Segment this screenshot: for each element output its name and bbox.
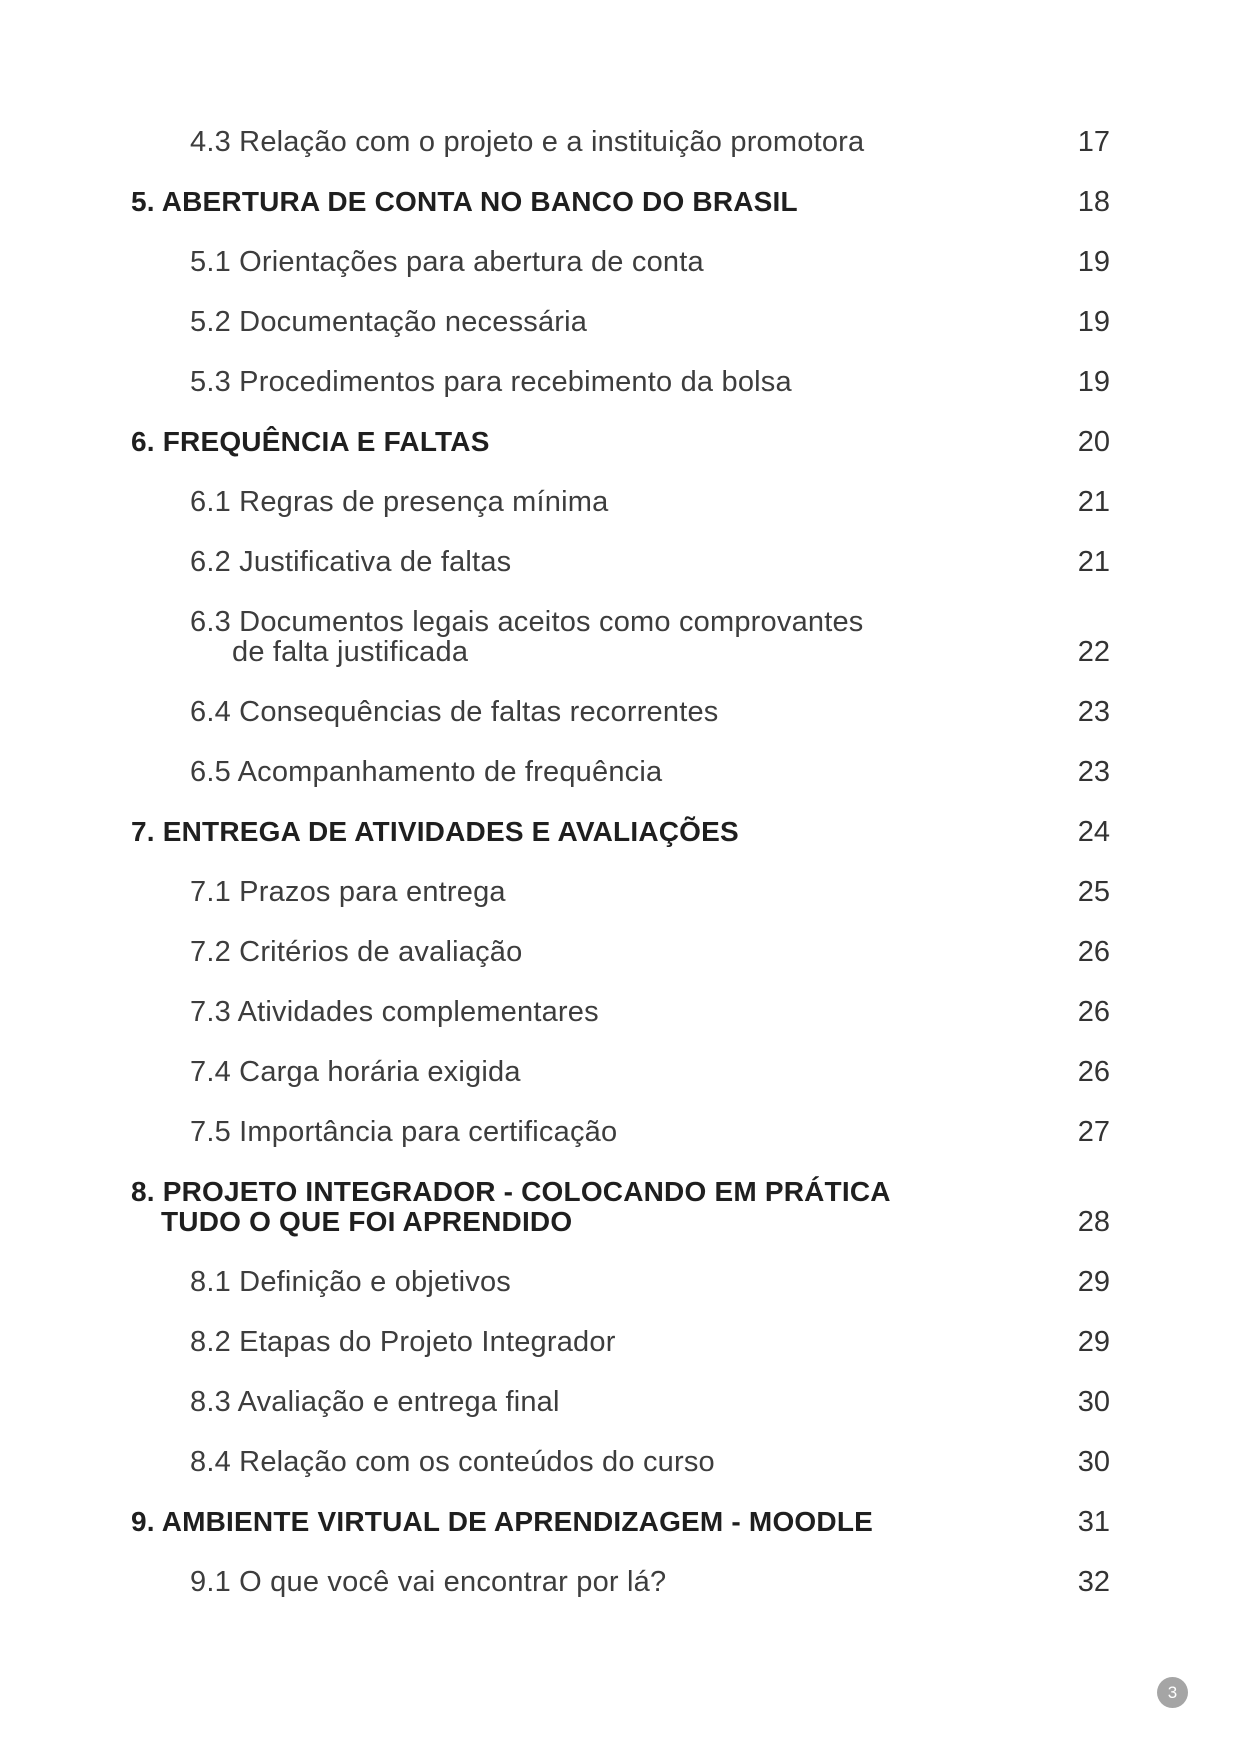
toc-page-number: 18 [1077,186,1110,218]
toc-entry-8-2[interactable] [131,1327,1110,1357]
toc-subitem-title [131,247,1078,277]
toc-entry-6-1[interactable] [131,487,1110,517]
toc-entry-text-line: 8.4 Relação com os conteúdos do curso [190,1446,715,1478]
toc-page-number: 19 [1077,306,1110,338]
toc-entry-6-3[interactable] [131,607,1110,667]
toc-subitem-title [131,367,1078,397]
toc-subitem-title [131,1327,1078,1357]
toc-entry-text-line: 6.3 Documentos legais aceitos como comprovantes [190,606,864,638]
toc-entry-8[interactable] [131,1177,1110,1237]
toc-subitem-title [131,997,1078,1027]
toc-page-number: 17 [1077,126,1110,158]
toc-subitem-title [131,487,1078,517]
toc-entry-text-line: 6. FREQUÊNCIA E FALTAS [131,426,490,457]
toc-entry-6-2[interactable] [131,547,1110,577]
toc-entry-text-line: 8.1 Definição e objetivos [190,1266,511,1298]
toc-page-number: 21 [1077,546,1110,578]
toc-subitem-title [131,547,1078,577]
toc-entry-5-2[interactable] [131,307,1110,337]
toc-entry-text-line: 7.2 Critérios de avaliação [190,936,523,968]
toc-subitem-title [131,607,1078,667]
page-number-badge: 3 [1157,1677,1188,1708]
toc-entry-text-line: 9. AMBIENTE VIRTUAL DE APRENDIZAGEM - MOODLE [131,1506,874,1537]
toc-page-number: 30 [1077,1386,1110,1418]
toc-page-number: 26 [1077,936,1110,968]
toc-entry-text-line: 7. ENTREGA DE ATIVIDADES E AVALIAÇÕES [131,816,739,847]
toc-entry-9[interactable] [131,1507,1110,1537]
toc-page-number: 32 [1077,1566,1110,1598]
toc-entry-text-line: TUDO O QUE FOI APRENDIDO [161,1206,573,1237]
toc-entry-6[interactable] [131,427,1110,457]
toc-page-number: 23 [1077,696,1110,728]
toc-entry-7-5[interactable] [131,1117,1110,1147]
toc-entry-text-line: 4.3 Relação com o projeto e a instituição promotora [190,126,865,158]
toc-chapter-title [131,1177,1078,1237]
toc-entry-text-line: 6.4 Consequências de faltas recorrentes [190,696,719,728]
toc-entry-text-line: 8.3 Avaliação e entrega final [190,1386,560,1418]
toc-entry-5-1[interactable] [131,247,1110,277]
toc-subitem-title [131,127,1078,157]
toc-page-number: 28 [1077,1206,1110,1238]
toc-entry-9-1[interactable] [131,1567,1110,1597]
toc-subitem-title [131,1117,1078,1147]
toc-entry-text-line: 7.4 Carga horária exigida [190,1056,521,1088]
toc-entry-8-4[interactable] [131,1447,1110,1477]
toc-entry-text-line: 7.5 Importância para certificação [190,1116,618,1148]
toc-entry-text-line: 8.2 Etapas do Projeto Integrador [190,1326,616,1358]
toc-page-number: 23 [1077,756,1110,788]
toc-entry-text-line: 6.5 Acompanhamento de frequência [190,756,663,788]
toc-page-number: 29 [1077,1326,1110,1358]
toc-page-number: 26 [1077,996,1110,1028]
toc-subitem-title [131,1447,1078,1477]
toc-entry-text-line: 7.1 Prazos para entrega [190,876,506,908]
toc-page-number: 27 [1077,1116,1110,1148]
toc-chapter-title [131,817,1078,847]
toc-entry-text-line: 5.3 Procedimentos para recebimento da bolsa [190,366,792,398]
toc-entry-text-line: 6.2 Justificativa de faltas [190,546,512,578]
toc-page-number: 31 [1077,1506,1110,1538]
toc-entry-text-line: 7.3 Atividades complementares [190,996,599,1028]
toc-page-number: 19 [1077,246,1110,278]
toc-subitem-title [131,877,1078,907]
toc-entry-7-3[interactable] [131,997,1110,1027]
toc-page-number: 21 [1077,486,1110,518]
toc-page-number: 29 [1077,1266,1110,1298]
toc-entry-7-2[interactable] [131,937,1110,967]
toc-subitem-title [131,1567,1078,1597]
toc-subitem-title [131,757,1078,787]
toc-entry-8-1[interactable] [131,1267,1110,1297]
toc-page-number: 19 [1077,366,1110,398]
toc-entry-6-5[interactable] [131,757,1110,787]
toc-entry-text-line: 5.2 Documentação necessária [190,306,588,338]
toc-entry-text-line: 8. PROJETO INTEGRADOR - COLOCANDO EM PRÁTICA [131,1176,891,1207]
toc-entry-8-3[interactable] [131,1387,1110,1417]
table-of-contents [131,127,1110,1627]
toc-entry-text-line: 9.1 O que você vai encontrar por lá? [190,1566,667,1598]
toc-entry-7[interactable] [131,817,1110,847]
toc-subitem-title [131,1387,1078,1417]
toc-chapter-title [131,427,1078,457]
toc-entry-6-4[interactable] [131,697,1110,727]
toc-entry-text-line: 5. ABERTURA DE CONTA NO BANCO DO BRASIL [131,186,798,217]
toc-entry-5-3[interactable] [131,367,1110,397]
toc-page-number: 24 [1077,816,1110,848]
toc-chapter-title [131,1507,1078,1537]
toc-page-number: 20 [1077,426,1110,458]
toc-entry-7-1[interactable] [131,877,1110,907]
toc-page-number: 22 [1077,636,1110,668]
toc-entry-text-line: de falta justificada [232,636,469,668]
toc-entry-text-line: 6.1 Regras de presença mínima [190,486,609,518]
toc-entry-text-line: 5.1 Orientações para abertura de conta [190,246,704,278]
toc-subitem-title [131,1057,1078,1087]
toc-page-number: 26 [1077,1056,1110,1088]
toc-subitem-title [131,937,1078,967]
toc-page-number: 30 [1077,1446,1110,1478]
toc-entry-7-4[interactable] [131,1057,1110,1087]
toc-subitem-title [131,1267,1078,1297]
toc-subitem-title [131,697,1078,727]
toc-page-number: 25 [1077,876,1110,908]
toc-entry-4-3[interactable] [131,127,1110,157]
toc-entry-5[interactable] [131,187,1110,217]
toc-subitem-title [131,307,1078,337]
toc-chapter-title [131,187,1078,217]
